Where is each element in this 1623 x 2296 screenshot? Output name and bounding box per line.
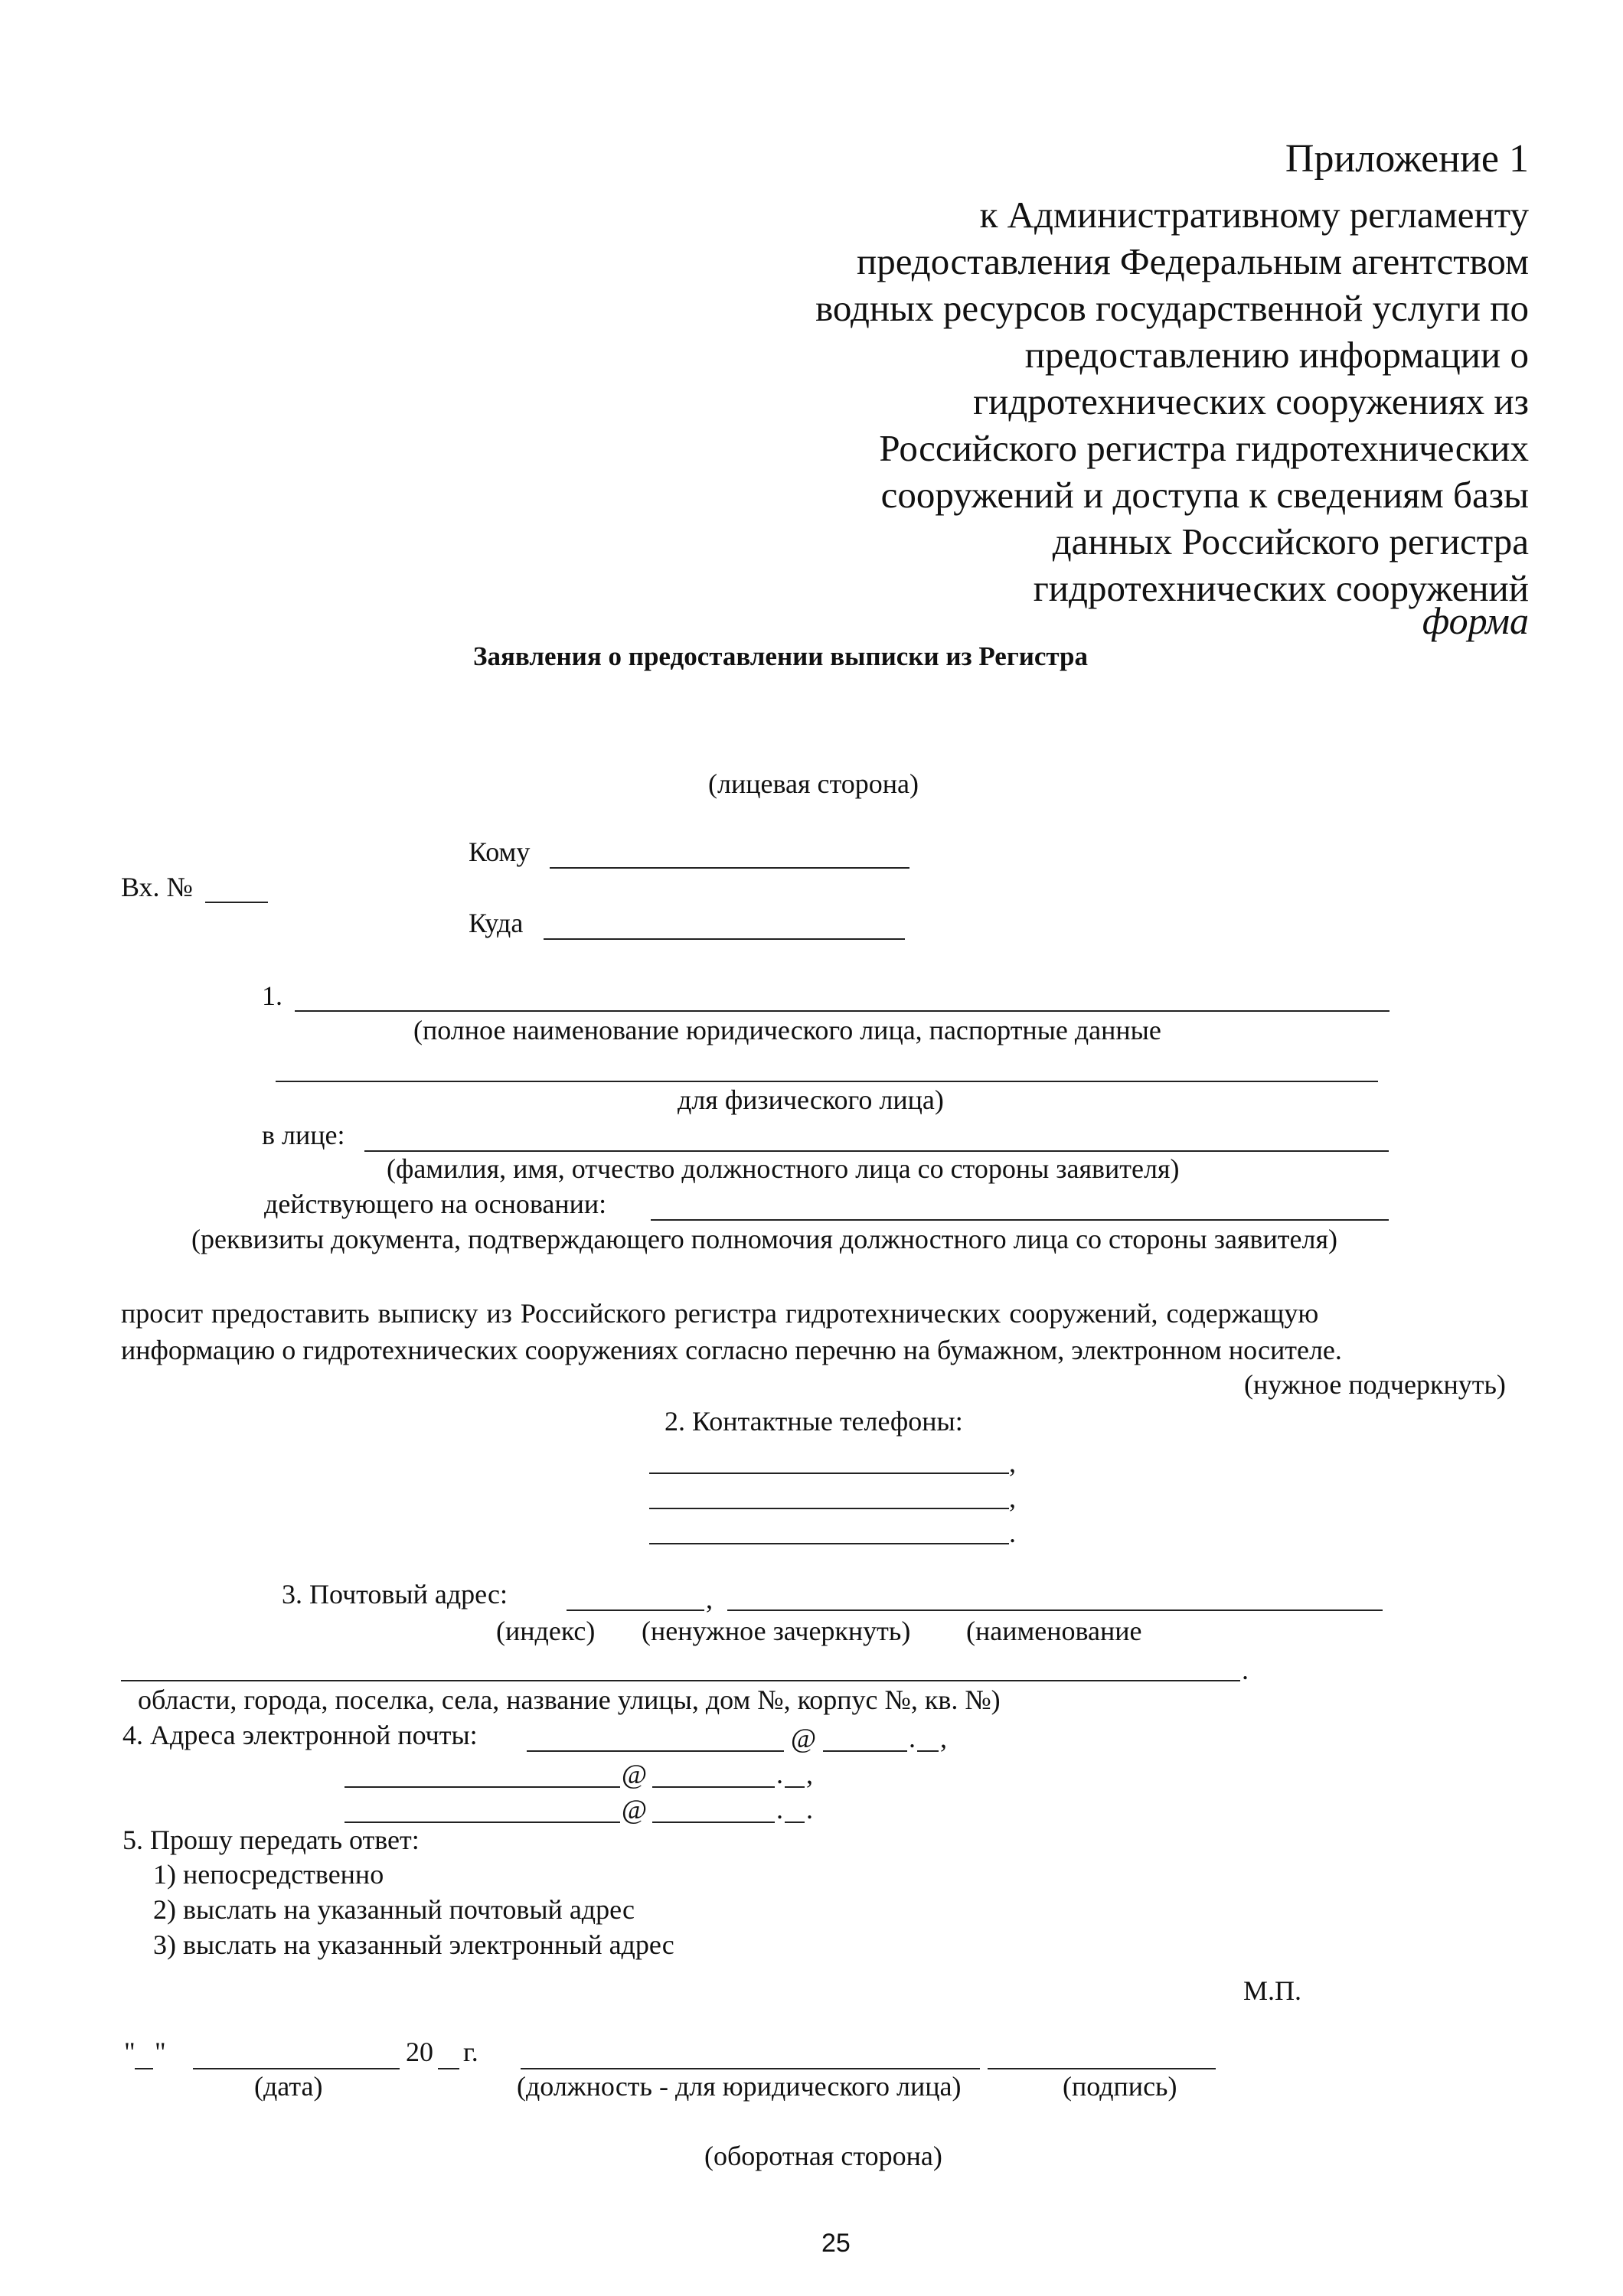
phones-label: 2. Контактные телефоны: xyxy=(665,1406,963,1437)
postal-hint-name: (наименование xyxy=(966,1616,1142,1646)
basis-field[interactable] xyxy=(651,1219,1389,1221)
email-zone-field[interactable] xyxy=(917,1750,939,1752)
phone-separator: . xyxy=(1009,1518,1016,1548)
applicant-hint-1: (полное наименование юридического лица, паспортные данные xyxy=(413,1015,1161,1045)
hint-signature: (подпись) xyxy=(1063,2071,1177,2102)
emails-label: 4. Адреса электронной почты: xyxy=(122,1720,478,1750)
appendix-line: предоставлению информации о xyxy=(1024,334,1529,376)
back-side-label: (оборотная сторона) xyxy=(704,2141,942,2171)
email-at: @ xyxy=(791,1723,817,1753)
where-field[interactable] xyxy=(544,938,905,940)
email-domain-field[interactable] xyxy=(652,1821,775,1823)
applicant-name-field-2[interactable] xyxy=(276,1081,1378,1082)
response-option-3[interactable]: 3) выслать на указанный электронный адрес xyxy=(153,1929,674,1960)
basis-label: действующего на основании: xyxy=(264,1189,607,1219)
date-year-prefix: 20 xyxy=(406,2037,433,2067)
appendix-line: к Административному регламенту xyxy=(979,194,1529,236)
position-field[interactable] xyxy=(521,2068,980,2069)
appendix-title: Приложение 1 xyxy=(1285,137,1529,181)
email-dot: . xyxy=(776,1794,783,1825)
request-line-1: просит предоставить выписку из Российского регистра гидротехнических сооружений, содержащую xyxy=(121,1298,1319,1329)
applicant-name-field[interactable] xyxy=(295,1010,1390,1012)
to-label: Кому xyxy=(469,837,531,867)
appendix-line: водных ресурсов государственной услуги по xyxy=(815,287,1529,329)
email-zone-field[interactable] xyxy=(785,1821,805,1823)
date-month-field[interactable] xyxy=(193,2068,400,2069)
phone-separator: , xyxy=(1009,1482,1016,1513)
stamp-label: М.П. xyxy=(1243,1975,1302,2006)
where-label: Куда xyxy=(469,908,524,938)
appendix-line: гидротехнических сооружений xyxy=(1033,567,1529,609)
phone-separator: , xyxy=(1009,1447,1016,1478)
appendix-line: данных Российского регистра xyxy=(1052,520,1529,563)
response-option-2[interactable]: 2) выслать на указанный почтовый адрес xyxy=(153,1894,635,1925)
email-user-field[interactable] xyxy=(345,1786,620,1788)
phone-field[interactable] xyxy=(649,1473,1009,1474)
email-separator: , xyxy=(940,1723,947,1753)
applicant-hint-2: для физического лица) xyxy=(678,1084,944,1115)
hint-date: (дата) xyxy=(254,2071,323,2102)
request-line-2: информацию о гидротехнических сооружениях согласно перечню на бумажном, электронном носителе. xyxy=(121,1335,1342,1365)
email-user-field[interactable] xyxy=(527,1750,784,1752)
email-dot: . xyxy=(909,1723,916,1753)
date-year-suffix: г. xyxy=(463,2037,478,2067)
phone-field[interactable] xyxy=(649,1508,1009,1509)
date-quote-open: " xyxy=(124,2037,136,2067)
appendix-line: гидротехнических сооружениях из xyxy=(973,380,1529,422)
date-quote-close: " xyxy=(155,2037,166,2067)
person-hint: (фамилия, имя, отчество должностного лица со стороны заявителя) xyxy=(387,1153,1180,1184)
response-label: 5. Прошу передать ответ: xyxy=(122,1825,420,1855)
signature-field[interactable] xyxy=(988,2068,1216,2069)
incoming-number-field[interactable] xyxy=(205,902,268,903)
appendix-line: сооружений и доступа к сведениям базы xyxy=(880,474,1529,516)
to-field[interactable] xyxy=(550,867,909,869)
email-at: @ xyxy=(622,1759,648,1789)
page-number: 25 xyxy=(821,2229,851,2258)
email-separator: , xyxy=(806,1759,813,1789)
postal-end: . xyxy=(1242,1655,1249,1685)
date-day-field[interactable] xyxy=(135,2068,153,2069)
email-user-field[interactable] xyxy=(345,1821,620,1823)
date-year-field[interactable] xyxy=(438,2068,459,2069)
postal-comma: , xyxy=(706,1583,713,1614)
email-at: @ xyxy=(622,1794,648,1825)
response-option-1[interactable]: 1) непосредственно xyxy=(153,1859,384,1890)
postal-name-field[interactable] xyxy=(727,1609,1383,1611)
appendix-line: Российского регистра гидротехнических xyxy=(879,427,1529,469)
person-field[interactable] xyxy=(364,1150,1389,1152)
postal-address-field[interactable] xyxy=(121,1680,1240,1681)
incoming-number-label: Вх. № xyxy=(121,872,193,902)
applicant-number: 1. xyxy=(262,980,282,1011)
appendix-line: предоставления Федеральным агентством xyxy=(856,240,1529,282)
front-side-label: (лицевая сторона) xyxy=(708,768,919,799)
email-dot: . xyxy=(776,1759,783,1789)
hint-position: (должность - для юридического лица) xyxy=(517,2071,962,2102)
email-domain-field[interactable] xyxy=(823,1750,907,1752)
person-label: в лице: xyxy=(262,1120,345,1150)
email-separator: . xyxy=(806,1794,813,1825)
email-domain-field[interactable] xyxy=(652,1786,775,1788)
basis-hint: (реквизиты документа, подтверждающего полномочия должностного лица со стороны заявителя) xyxy=(191,1224,1337,1254)
postal-hint-2: области, города, поселка, села, название улицы, дом №, корпус №, кв. №) xyxy=(138,1684,1001,1715)
form-title: Заявления о предоставлении выписки из Регистра xyxy=(473,641,1089,671)
postal-index-field[interactable] xyxy=(567,1609,704,1611)
underline-hint: (нужное подчеркнуть) xyxy=(1244,1369,1506,1400)
postal-hint-strike: (ненужное зачеркнуть) xyxy=(642,1616,911,1646)
postal-label: 3. Почтовый адрес: xyxy=(282,1579,508,1609)
postal-hint-index: (индекс) xyxy=(496,1616,596,1646)
form-label: форма xyxy=(1422,599,1529,642)
phone-field[interactable] xyxy=(649,1543,1009,1544)
email-zone-field[interactable] xyxy=(785,1786,805,1788)
